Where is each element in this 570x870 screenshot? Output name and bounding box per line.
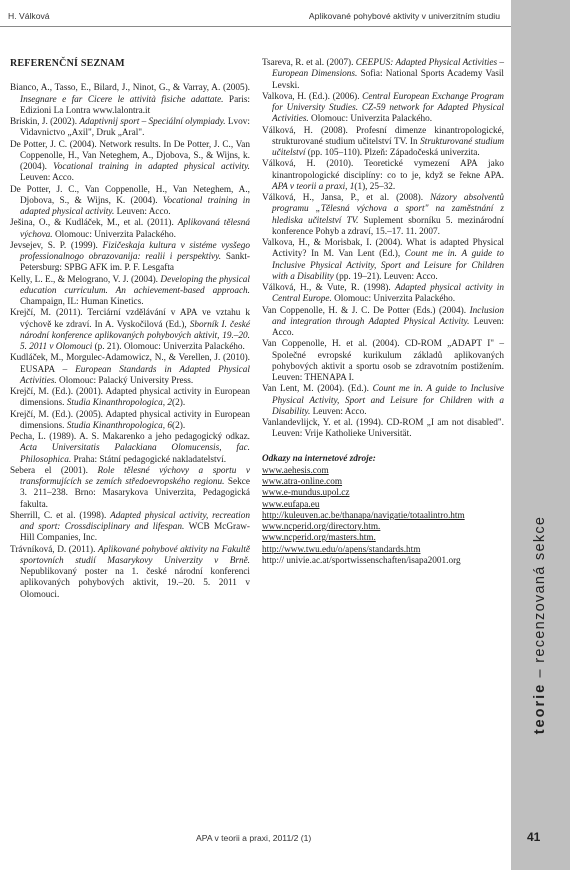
reference-text: Sankt-Petersburg: SPBG AFK im. P. F. Lesgafta xyxy=(20,252,251,274)
reference-text: Leuven: Acco. xyxy=(114,207,171,217)
reference-text: Kelly, L. E., & Melograno, V. J. (2004). xyxy=(10,274,161,285)
reference-text: Champaign, IL: Human Kinetics. xyxy=(20,297,144,307)
reference-text: (2). xyxy=(172,420,186,431)
reference-title: Central European Exchange Program for University Studies. CZ-59 network for Adapted Physical Activities. xyxy=(272,91,504,125)
reference-entry xyxy=(262,159,504,193)
reference-title: Developing the physical education curriculum. An achievement-based approach. xyxy=(20,274,250,296)
reference-text: (1), 25–32. xyxy=(354,181,396,192)
reference-text: Krejčí, M. (Ed.). (2001). Adapted physical activity in European dimensions. xyxy=(10,387,250,409)
reference-text: Sekce 3. 211–238. Brno: Masarykova Univerzita, Pedagogická fakulta. xyxy=(20,477,250,510)
reference-text: Leuven: Acco. xyxy=(272,316,505,338)
reference-entry xyxy=(10,140,250,185)
reference-text: Trávníková, D. (2011). xyxy=(10,544,98,555)
reference-title: Sborník I. české národní konference aplikovaných pohybových aktivit, 19.–20. 5. 2011 v Olomouci xyxy=(20,319,250,352)
reference-entry xyxy=(10,432,250,466)
reference-text: Sherrill, C. et al. (1998). xyxy=(10,510,111,521)
reference-text: De Potter, J. C., Van Coppenolle, H., Van Neteghem, A., Djobova, S., & Wijns, K. (2004). xyxy=(10,184,250,206)
reference-entry xyxy=(262,58,504,92)
reference-title: Count me in. A guide to Inclusive Physical Activity, Sport and Leisure for Children with a Disability. xyxy=(272,384,504,417)
reference-list-right xyxy=(262,58,504,441)
reference-entry xyxy=(10,353,250,387)
header-rule xyxy=(0,26,511,27)
reference-text: Válková, H. (2010). Teoretické vymezení APA jako kinantropologické disciplíny: co to je, když se řekne APA. xyxy=(262,159,504,181)
reference-entry xyxy=(262,238,504,283)
reference-entry xyxy=(10,275,250,309)
reference-text: Paris: Edizioni La Lontra www.lalontra.it xyxy=(20,94,250,116)
link-list xyxy=(262,466,504,567)
reference-text: Briskin, J. (2002). xyxy=(10,117,80,127)
reference-entry xyxy=(262,92,504,126)
reference-title: Strukturované studium učitelství xyxy=(272,136,504,158)
reference-text: Sebera el (2001). xyxy=(10,465,98,476)
left-column xyxy=(10,58,250,601)
web-link[interactable]: http://www.twu.edu/o/apens/standards.htm xyxy=(262,544,421,555)
reference-entry xyxy=(10,511,250,545)
reference-entry xyxy=(262,339,504,384)
reference-text: Sofia: National Sports Academy Vasil Levski. xyxy=(272,69,504,91)
reference-title: APA v teorii a praxi, 1 xyxy=(272,181,355,192)
running-header-title: Aplikované pohybové aktivity v univerzitním studiu xyxy=(308,11,500,21)
reference-entry xyxy=(10,387,250,410)
reference-entry xyxy=(262,306,504,340)
reference-title: Vocational training in adapted physical activity. xyxy=(20,195,250,217)
reference-entry xyxy=(10,466,250,511)
running-header-author: H. Válková xyxy=(8,11,50,21)
reference-title: Inclusion and integration through Adapted Physical Activity. xyxy=(272,305,504,327)
reference-text: Olomouc: Univerzita Palackého. xyxy=(52,229,176,240)
reference-text: Kudláček, M., Morgulec-Adamowicz, N., & Verellen, J. (2010). EUSAPA – xyxy=(10,353,250,375)
reference-text: Lvov: Vidavnictvo „Axil", Druk „Aral". xyxy=(20,117,251,139)
web-link: http:// univie.ac.at/sportwissenschaften/isapa2001.org xyxy=(262,555,461,566)
reference-entry xyxy=(262,418,504,441)
reference-entry xyxy=(262,126,504,160)
reference-text: Tsareva, R. et al. (2007). xyxy=(262,58,356,68)
reference-title: Fizičeskaja kultura v sistéme vysšego professionalnogo obrazovanija: realii i perspektivy. xyxy=(20,240,250,262)
reference-title: Názory absolventů programu „Tělesná výchova a sport" na zaměstnání z hlediska učitelství TV. xyxy=(272,193,504,226)
reference-entry xyxy=(10,545,250,601)
reference-entry xyxy=(10,185,250,219)
reference-entry xyxy=(262,193,504,238)
reference-entry xyxy=(10,241,250,275)
reference-text: Valkova, H. (Ed.). (2006). xyxy=(262,91,363,102)
reference-text: Praha: Státní pedagogické nakladatelství. xyxy=(71,454,227,465)
reference-text: Vanlandevlijck, Y. et al. (1994). CD-ROM „I am not disabled". Leuven: Vrije Katholieke Universität. xyxy=(262,418,504,440)
reference-text: Leuven: Acco. xyxy=(310,406,367,417)
reference-entry xyxy=(262,384,504,418)
reference-text: Krejčí, M. (2011). Terciární vzdělávání v APA ve vztahu k výchově ke zdraví. In A. Vyskočilová (Ed.), xyxy=(10,308,250,330)
section-label-dash: – xyxy=(532,662,548,683)
reference-entry xyxy=(262,283,504,306)
reference-text: Válková, H., Jansa, P., et al. (2008). xyxy=(262,193,431,203)
reference-entry xyxy=(10,117,250,140)
reference-text: Olomouc: Palacký University Press. xyxy=(56,375,194,386)
right-column xyxy=(262,58,504,567)
web-link[interactable]: http://kuleuven.ac.be/thanapa/navigatie/totaalintro.htm xyxy=(262,510,465,521)
page-number: 41 xyxy=(527,830,541,844)
reference-text: Pecha, L. (1989). A. S. Makarenko a jeho pedagogický odkaz. xyxy=(10,432,250,442)
section-heading: REFERENČNÍ SEZNAM xyxy=(10,58,125,69)
reference-text: (p. 21). Olomouc: Univerzita Palackého. xyxy=(92,342,245,352)
reference-title: Studia Kinanthropologica, 6 xyxy=(66,420,173,431)
reference-title: CEEPUS: Adapted Physical Activities – European Dimensions. xyxy=(272,58,505,80)
reference-text: Olomouc: Univerzita Palackého. xyxy=(308,114,433,125)
reference-entry xyxy=(10,83,250,117)
reference-entry xyxy=(10,410,250,433)
reference-text: Van Lent, M. (2004). (Ed.). xyxy=(262,384,373,395)
reference-list-left xyxy=(10,83,250,601)
reference-text: Ješina, O., & Kudláček, M., et al. (2011). xyxy=(10,218,178,229)
reference-text: Válková, H., & Vute, R. (1998). xyxy=(262,283,395,293)
reference-text: De Potter, J. C. (2004). Network results. In De Potter, J. C., Van Coppenolle, H., Van Neteghem, A., Djobova, S., & Wijns, k. (2004). xyxy=(10,139,250,172)
reference-title: Aplikovaná tělesná výchova. xyxy=(20,218,250,240)
reference-text: Suplement sborníku 5. mezinárodní konference Pohyb a zdraví, 15.–17. 11. 2007. xyxy=(272,215,504,237)
reference-text: Nepublikovaný poster na 1. české národní konferenci aplikovaných pohybových aktivit, 19.–20. 5. 2011 v Olomouci. xyxy=(20,567,250,600)
reference-text: Jevsejev, S. P. (1999). xyxy=(10,240,103,251)
reference-text: (pp. 19–21). Leuven: Acco. xyxy=(333,271,438,282)
reference-text: Valkova, H., & Morisbak, I. (2004). What is adapted Physical Activity? In M. Van Lent (Ed.), xyxy=(262,238,504,260)
section-label xyxy=(532,516,548,735)
links-heading: Odkazy na internetové zdroje: xyxy=(262,453,376,464)
web-link[interactable]: www.ncperid.org/masters.htm. xyxy=(262,533,376,544)
reference-title: Aplikované pohybové aktivity na Fakultě sportovních studií Masarykovy Univerzity v Brně. xyxy=(20,544,250,566)
reference-title: Insegnare e far Cicere le attività fisiche adattate. xyxy=(20,94,224,105)
reference-title: Role tělesné výchovy a sportu v transformujících se zemích středoevropského regionu. xyxy=(20,465,250,487)
reference-text: Válková, H. (2008). Profesní dimenze kinantropologické, strukturované studium učitelství TV. In xyxy=(262,125,504,147)
web-link[interactable]: www.e-mundus.upol.cz xyxy=(262,488,350,499)
section-label-rest: recenzovaná sekce xyxy=(532,515,548,663)
reference-title: Acta Universitatis Palackiana Olomucensis, fac. Philosophica. xyxy=(20,443,250,465)
side-band xyxy=(511,0,570,870)
section-label-bold: teorie xyxy=(532,682,548,735)
reference-text: WCB McGraw-Hill Companies, Inc. xyxy=(20,522,250,544)
footer-journal: APA v teorii a praxi, 2011/2 (1) xyxy=(196,833,312,843)
reference-title: European Standards in Adapted Physical Activities. xyxy=(20,364,250,386)
reference-text: Bianco, A., Tasso, E., Bilard, J., Ninot, G., & Varray, A. (2005). xyxy=(10,83,250,94)
reference-text: (2). xyxy=(172,398,186,409)
reference-title: Adapted physical activity in Central Europe. xyxy=(272,283,504,305)
reference-text: Olomouc: Univerzita Palackého. xyxy=(331,294,456,305)
web-link[interactable]: www.aehesis.com xyxy=(262,465,329,476)
reference-text: Krejčí, M. (Ed.). (2005). Adapted physical activity in European dimensions. xyxy=(10,409,250,431)
reference-title: Count me in. A guide to Inclusive Physical Activity, Sport and Leisure for Children with a Disability xyxy=(272,249,504,282)
reference-text: Van Coppenolle, H. & J. C. De Potter (Eds.) (2004). xyxy=(262,305,470,316)
reference-title: Adaptivnij sport – Speciální olympiady. xyxy=(79,117,226,127)
reference-text: Leuven: Acco. xyxy=(20,173,74,184)
reference-title: Adapted physical activity, recreation and sport: Crossdisciplinary and lifespan. xyxy=(20,510,250,532)
reference-title: Vocational training in adapted physical activity. xyxy=(53,162,250,172)
web-link[interactable]: www.eufapa.eu xyxy=(262,499,320,510)
reference-entry xyxy=(10,218,250,241)
reference-title: Studia Kinanthropologica, 2 xyxy=(66,398,173,409)
web-link[interactable]: www.atra-online.com xyxy=(262,477,343,487)
reference-text: Van Coppenolle, H. et al. (2004). CD-ROM „ADAPT I" – Společné evropské kurikulum základů aplikovaných pohybových aktivit a sportu osob se zdravotním postižením. Leuven: THENAPA I. xyxy=(262,339,504,383)
reference-text: (pp. 105–110). Plzeň: Západočeská univerzita. xyxy=(305,148,480,158)
reference-entry xyxy=(10,308,250,353)
web-link[interactable]: www.ncperid.org/directory.htm. xyxy=(262,522,381,532)
